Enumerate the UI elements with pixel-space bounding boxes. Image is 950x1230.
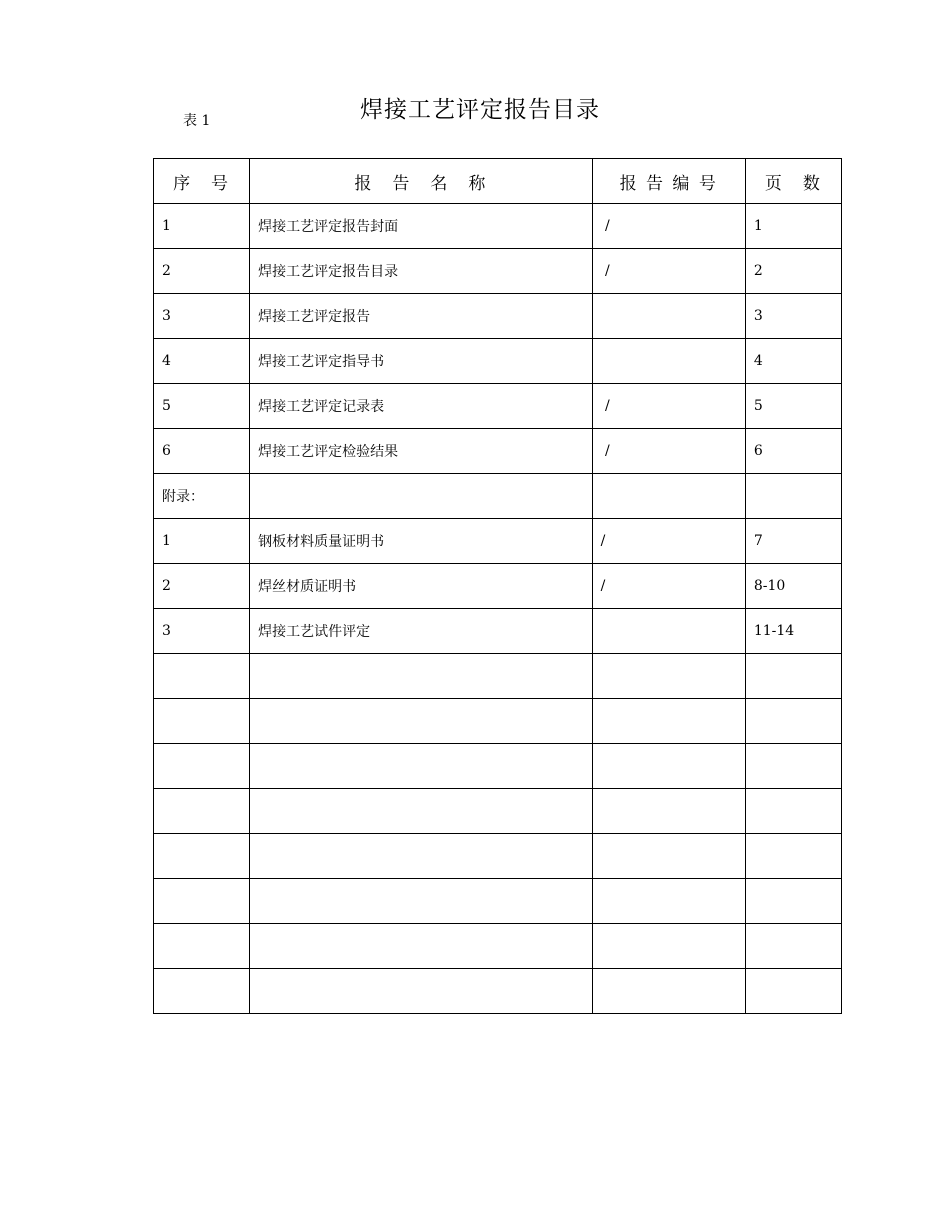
table-header-row [154, 159, 842, 204]
cell-pages [745, 879, 841, 924]
cell-pages [745, 654, 841, 699]
cell-pages: 11-14 [745, 609, 841, 654]
cell-seq: 1 [154, 204, 250, 249]
table-row [154, 834, 842, 879]
table-row [154, 249, 842, 294]
cell-report-name [250, 474, 592, 519]
cell-report-name: 焊接工艺评定指导书 [250, 339, 592, 384]
table-row [154, 204, 842, 249]
column-header-report-name: 报 告 名 称 [250, 159, 592, 204]
column-header-report-number: 报 告 编 号 [592, 159, 745, 204]
table-body [154, 204, 842, 1014]
cell-pages [745, 834, 841, 879]
cell-seq: 2 [154, 249, 250, 294]
cell-seq: 附录： [154, 474, 250, 519]
cell-report-number: / [592, 249, 745, 294]
cell-report-number [592, 294, 745, 339]
column-header-pages: 页 数 [745, 159, 841, 204]
table-row [154, 879, 842, 924]
cell-report-name: 焊接工艺评定报告目录 [250, 249, 592, 294]
cell-seq [154, 654, 250, 699]
cell-report-name [250, 969, 592, 1014]
cell-seq [154, 969, 250, 1014]
cell-report-name: 焊接工艺评定检验结果 [250, 429, 592, 474]
cell-report-number [592, 339, 745, 384]
cell-report-number [592, 654, 745, 699]
cell-pages [745, 699, 841, 744]
cell-report-name [250, 789, 592, 834]
cell-report-name [250, 834, 592, 879]
report-index-table [153, 158, 842, 1014]
cell-seq [154, 834, 250, 879]
table-row [154, 519, 842, 564]
table-row [154, 744, 842, 789]
cell-report-name [250, 699, 592, 744]
cell-report-number [592, 699, 745, 744]
cell-seq: 2 [154, 564, 250, 609]
table-row [154, 924, 842, 969]
cell-report-number [592, 879, 745, 924]
cell-report-name: 焊丝材质证明书 [250, 564, 592, 609]
table-row [154, 564, 842, 609]
table-row [154, 339, 842, 384]
cell-pages: 1 [745, 204, 841, 249]
cell-report-number [592, 789, 745, 834]
cell-pages [745, 969, 841, 1014]
table-row [154, 789, 842, 834]
cell-report-name [250, 924, 592, 969]
table-row [154, 294, 842, 339]
table-row [154, 474, 842, 519]
cell-pages [745, 924, 841, 969]
cell-seq [154, 879, 250, 924]
cell-report-number: / [592, 384, 745, 429]
column-header-seq: 序 号 [154, 159, 250, 204]
cell-report-name [250, 879, 592, 924]
cell-pages [745, 744, 841, 789]
cell-report-name: 焊接工艺评定报告 [250, 294, 592, 339]
table-row [154, 969, 842, 1014]
cell-report-number [592, 834, 745, 879]
cell-pages: 7 [745, 519, 841, 564]
cell-pages: 2 [745, 249, 841, 294]
cell-seq: 6 [154, 429, 250, 474]
cell-pages [745, 474, 841, 519]
table-row [154, 654, 842, 699]
table-row [154, 429, 842, 474]
cell-seq [154, 789, 250, 834]
cell-report-number: / [592, 564, 745, 609]
cell-report-name: 焊接工艺评定记录表 [250, 384, 592, 429]
cell-report-number [592, 744, 745, 789]
cell-seq: 4 [154, 339, 250, 384]
cell-report-number: / [592, 429, 745, 474]
cell-report-number: / [592, 204, 745, 249]
table-row [154, 699, 842, 744]
cell-seq [154, 699, 250, 744]
cell-pages: 8-10 [745, 564, 841, 609]
cell-report-name: 焊接工艺试件评定 [250, 609, 592, 654]
cell-report-name [250, 744, 592, 789]
cell-seq [154, 924, 250, 969]
cell-report-number: / [592, 519, 745, 564]
cell-pages: 6 [745, 429, 841, 474]
cell-report-name: 钢板材料质量证明书 [250, 519, 592, 564]
cell-pages [745, 789, 841, 834]
document-title: 焊接工艺评定报告目录 [360, 97, 600, 123]
table-number-label: 表 1 [183, 113, 211, 129]
cell-pages: 4 [745, 339, 841, 384]
cell-report-number [592, 474, 745, 519]
cell-seq: 5 [154, 384, 250, 429]
cell-pages: 5 [745, 384, 841, 429]
cell-report-name: 焊接工艺评定报告封面 [250, 204, 592, 249]
cell-report-number [592, 609, 745, 654]
table-row [154, 609, 842, 654]
table-row [154, 384, 842, 429]
cell-seq: 1 [154, 519, 250, 564]
cell-report-name [250, 654, 592, 699]
cell-seq: 3 [154, 609, 250, 654]
cell-seq: 3 [154, 294, 250, 339]
cell-report-number [592, 924, 745, 969]
cell-seq [154, 744, 250, 789]
cell-pages: 3 [745, 294, 841, 339]
cell-report-number [592, 969, 745, 1014]
